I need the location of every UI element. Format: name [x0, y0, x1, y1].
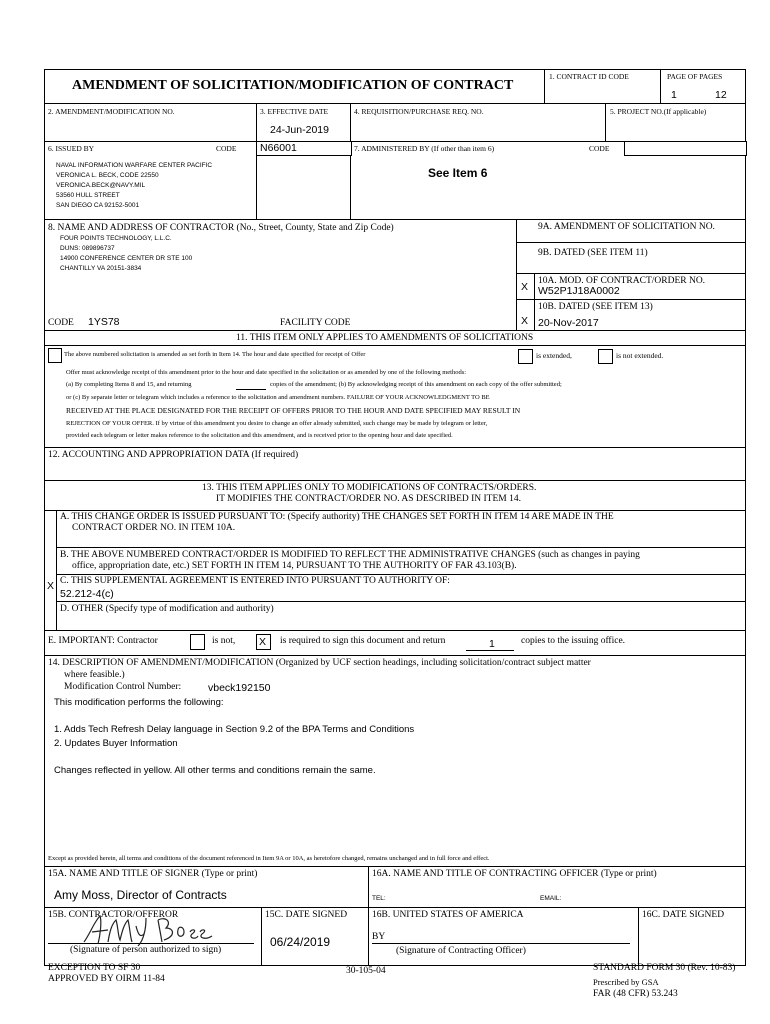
solicitation-amended-checkbox[interactable]	[48, 348, 62, 363]
contracting-officer-name-label: 16A. NAME AND TITLE OF CONTRACTING OFFICER (Type or print)	[372, 869, 657, 879]
address-line: VERONICA.BECK@NAVY.MIL	[56, 182, 146, 189]
important-label: E. IMPORTANT: Contractor	[48, 636, 158, 646]
signer-name-label: 15A. NAME AND TITLE OF SIGNER (Type or print)	[48, 869, 258, 879]
issued-by-label: 6. ISSUED BY	[48, 144, 95, 153]
item11-instructions: RECEIVED AT THE PLACE DESIGNATED FOR THE RECEIPT OF OFFERS PRIOR TO THE HOUR AND DATE SPECIFIED MAY RESULT IN	[66, 406, 521, 415]
description-text: This modification performs the following:	[54, 697, 224, 708]
footer-far: FAR (48 CFR) 53.243	[593, 989, 678, 999]
contractor-code-value: 1YS78	[88, 316, 120, 328]
contractor-signature-caption: (Signature of person authorized to sign)	[70, 945, 222, 955]
item13c-text: C. THIS SUPPLEMENTAL AGREEMENT IS ENTERED INTO PURSUANT TO AUTHORITY OF:	[60, 576, 450, 586]
item11-line1: The above numbered solicitation is amended as set forth in Item 14. The hour and date specified for receipt of Offer	[64, 351, 366, 358]
copies-text: copies to the issuing office.	[521, 636, 626, 646]
item11-instructions: (a) By completing Items 8 and 15, and returning	[66, 381, 192, 388]
address-line: DUNS: 089896737	[60, 245, 115, 252]
dated-9b-label: 9B. DATED (SEE ITEM 11)	[538, 248, 648, 258]
is-required-checkmark: X	[259, 636, 267, 648]
dated-10b-label: 10B. DATED (SEE ITEM 13)	[538, 302, 653, 312]
is-not-checkbox[interactable]	[190, 634, 205, 650]
address-line: NAVAL INFORMATION WARFARE CENTER PACIFIC	[56, 162, 213, 169]
item13d-text: D. OTHER (Specify type of modification and authority)	[60, 604, 274, 614]
item11-instructions: REJECTION OF YOUR OFFER. If by virtue of this amendment you desire to change an offer already submitted, such change may be made by telegram or letter,	[66, 420, 488, 427]
address-line: CHANTILLY VA 20151-3834	[60, 265, 142, 272]
description-label: where feasible.)	[64, 670, 125, 680]
tel-label: TEL:	[372, 895, 386, 902]
item13c-authority: 52.212-4(c)	[60, 588, 114, 600]
date-signed-16c-label: 16C. DATE SIGNED	[642, 910, 725, 920]
email-label: EMAIL:	[540, 895, 562, 902]
mod-contract-label: 10A. MOD. OF CONTRACT/ORDER NO.	[538, 276, 706, 286]
is-extended-checkbox[interactable]	[518, 349, 533, 364]
copies-count: 1	[489, 638, 495, 650]
item11-instructions: or (c) By separate letter or telegram which includes a reference to the solicitation and amendment numbers. FAILURE OF YOUR ACKNOWLEDGMENT TO BE	[66, 394, 490, 401]
address-line: 14900 CONFERENCE CENTER DR STE 100	[60, 255, 193, 262]
project-no-label: 5. PROJECT NO.(If applicable)	[610, 107, 707, 116]
is-not-extended-checkbox[interactable]	[598, 349, 613, 364]
item13a-text: A. THIS CHANGE ORDER IS ISSUED PURSUANT TO: (Specify authority) THE CHANGES SET FORTH IN ITEM 14 ARE MADE IN THE	[60, 512, 614, 522]
dated-10b-value: 20-Nov-2017	[538, 317, 599, 329]
contract-id-code-label: 1. CONTRACT ID CODE	[549, 72, 629, 81]
footer-standard-form: STANDARD FORM 30 (Rev. 10-83)	[593, 963, 736, 973]
united-states-label: 16B. UNITED STATES OF AMERICA	[372, 910, 524, 920]
mod-contract-value: W52P1J18A0002	[538, 285, 620, 297]
description-text: 1. Adds Tech Refresh Delay language in Section 9.2 of the BPA Terms and Conditions	[54, 724, 415, 735]
signer-name-value: Amy Moss, Director of Contracts	[54, 888, 227, 902]
contractor-code-label: CODE	[48, 318, 74, 328]
item13a-text: CONTRACT ORDER NO. IN ITEM 10A.	[72, 523, 236, 533]
page-count: 12	[715, 89, 727, 101]
item13b-text: office, appropriation date, etc.) SET FORTH IN ITEM 14, PURSUANT TO THE AUTHORITY OF FAR 43.103(B).	[72, 561, 517, 571]
footer-form-number: 30-105-04	[346, 966, 386, 976]
amendment-solicitation-label: 9A. AMENDMENT OF SOLICITATION NO.	[538, 222, 715, 232]
address-line: SAN DIEGO CA 92152-5001	[56, 202, 140, 209]
date-signed-15c-value: 06/24/2019	[270, 935, 331, 949]
footer-exception: EXCEPTION TO SF 30	[48, 963, 141, 973]
contractor-label: 8. NAME AND ADDRESS OF CONTRACTOR (No., Street, County, State and Zip Code)	[48, 223, 394, 233]
description-text: 2. Updates Buyer Information	[54, 738, 178, 749]
administered-by-label: 7. ADMINISTERED BY (If other than item 6)	[354, 144, 495, 153]
contractor-offeror-label: 15B. CONTRACTOR/OFFEROR	[48, 910, 179, 920]
item13-title: 13. THIS ITEM APPLIES ONLY TO MODIFICATIONS OF CONTRACTS/ORDERS.	[202, 483, 537, 493]
mod-control-value: vbeck192150	[208, 682, 271, 694]
address-line: 53560 HULL STREET	[56, 192, 120, 199]
is-extended-label: is extended,	[536, 351, 572, 360]
item11-instructions: Offer must acknowledge receipt of this amendment prior to the hour and date specified in the solicitation or as amended by one of the following methods:	[66, 369, 467, 376]
terms-unchanged-note: Except as provided herein, all terms and conditions of the document referenced in Item 9A or 10A, as heretofore changed, remains unchanged and in full force and effect.	[48, 855, 490, 862]
date-signed-15c-label: 15C. DATE SIGNED	[265, 910, 348, 920]
footer-prescribed-by: Prescribed by GSA	[593, 977, 659, 987]
item13c-checkmark: X	[47, 580, 55, 592]
facility-code-label: FACILITY CODE	[280, 318, 351, 328]
page-of-pages-label: PAGE OF PAGES	[667, 72, 723, 81]
requisition-no-label: 4. REQUISITION/PURCHASE REQ. NO.	[354, 107, 484, 116]
item13-subtitle: IT MODIFIES THE CONTRACT/ORDER NO. AS DESCRIBED IN ITEM 14.	[216, 494, 521, 504]
administered-by-code-label: CODE	[589, 144, 610, 153]
issued-by-code-value: N66001	[260, 142, 297, 154]
page-number: 1	[671, 89, 677, 101]
footer-approved: APPROVED BY OIRM 11-84	[48, 974, 165, 984]
administered-by-code-box	[624, 141, 747, 156]
mod-control-label: Modification Control Number:	[64, 682, 182, 692]
effective-date-value: 24-Jun-2019	[270, 124, 329, 136]
issued-by-code-label: CODE	[216, 144, 237, 153]
item11-title: 11. THIS ITEM ONLY APPLIES TO AMENDMENTS OF SOLICITATIONS	[236, 333, 534, 343]
contracting-officer-signature-caption: (Signature of Contracting Officer)	[396, 946, 526, 956]
item13b-text: B. THE ABOVE NUMBERED CONTRACT/ORDER IS MODIFIED TO REFLECT THE ADMINISTRATIVE CHANGES (such as changes in paying	[60, 550, 640, 560]
administered-by-value: See Item 6	[428, 166, 488, 180]
description-text: Changes reflected in yellow. All other terms and conditions remain the same.	[54, 765, 376, 776]
is-not-extended-label: is not extended.	[616, 351, 664, 360]
address-line: VERONICA L. BECK, CODE 22550	[56, 172, 159, 179]
mod-contract-checkmark: X	[521, 281, 529, 293]
accounting-data-label: 12. ACCOUNTING AND APPROPRIATION DATA (If required)	[48, 450, 299, 460]
is-required-label: is required to sign this document and return	[280, 636, 446, 646]
amendment-no-label: 2. AMENDMENT/MODIFICATION NO.	[48, 107, 175, 116]
item11-instructions: provided each telegram or letter makes reference to the solicitation and this amendment, and is received prior to the opening hour and date specified.	[66, 432, 453, 439]
form-title: AMENDMENT OF SOLICITATION/MODIFICATION OF CONTRACT	[72, 78, 514, 93]
description-label: 14. DESCRIPTION OF AMENDMENT/MODIFICATION (Organized by UCF section headings, including solicitation/contract subject matter	[48, 658, 591, 668]
address-line: FOUR POINTS TECHNOLOGY, L.L.C.	[60, 235, 172, 242]
dated-10b-checkmark: X	[521, 315, 529, 327]
item11-instructions: copies of the amendment; (b) By acknowledging receipt of this amendment on each copy of the offer submitted;	[270, 381, 562, 388]
by-label: BY	[372, 932, 386, 942]
contractor-signature-icon	[80, 912, 220, 948]
effective-date-label: 3. EFFECTIVE DATE	[260, 107, 329, 116]
is-not-label: is not,	[212, 636, 236, 646]
